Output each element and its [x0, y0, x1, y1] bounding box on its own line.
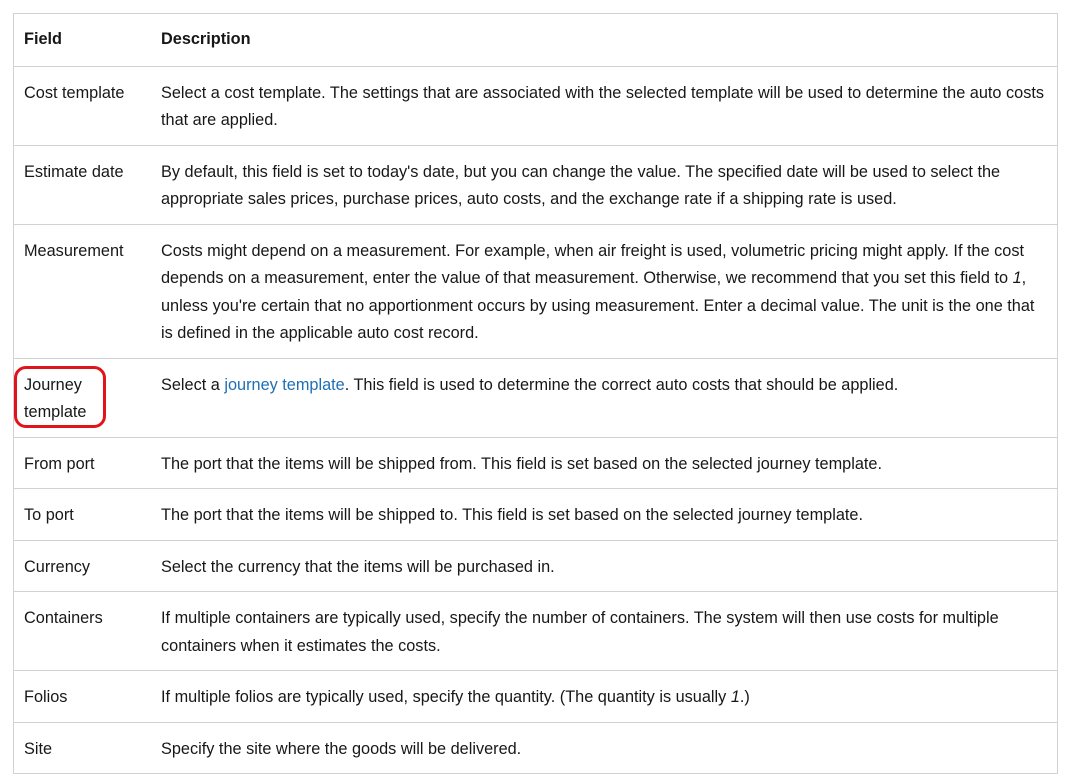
table-row-folios: [14, 671, 1057, 723]
description-text: . This field is used to determine the correct auto costs that should be applied.: [344, 375, 899, 394]
table-row-estimate-date: [14, 145, 1057, 224]
table-row-to-port: [14, 489, 1057, 541]
header-row: [14, 14, 1057, 66]
table-body: [14, 66, 1057, 773]
italic-value: 1: [730, 688, 740, 706]
field-cell: Cost template: [14, 66, 151, 145]
description-cell: Specify the site where the goods will be delivered.: [151, 722, 1057, 773]
description-cell: Select a cost template. The settings that are associated with the selected template will be used to determine the auto costs that are applied.: [151, 66, 1057, 145]
field-description-table-container: [13, 13, 1058, 774]
journey-template-link[interactable]: journey template: [224, 375, 345, 394]
field-cell: Measurement: [14, 224, 151, 358]
field-cell: Estimate date: [14, 145, 151, 224]
column-header-field: Field: [24, 30, 62, 48]
table-row-measurement: [14, 224, 1057, 358]
table-row-journey-template: [14, 358, 1057, 437]
table-header: [14, 14, 1057, 66]
table-row-currency: [14, 540, 1057, 592]
description-cell: The port that the items will be shipped to. This field is set based on the selected journey template.: [151, 489, 1057, 541]
description-text: If multiple folios are typically used, specify the quantity. (The quantity is usually: [161, 688, 731, 706]
description-cell: [151, 358, 1057, 437]
field-cell: From port: [14, 437, 151, 489]
field-cell: Containers: [14, 592, 151, 671]
table-row-from-port: [14, 437, 1057, 489]
description-cell: [151, 224, 1057, 358]
field-cell: Folios: [14, 671, 151, 723]
description-cell: If multiple containers are typically used, specify the number of containers. The system will then use costs for multiple containers when it estimates the costs.: [151, 592, 1057, 671]
description-text: Select a: [161, 375, 225, 394]
field-cell: Site: [14, 722, 151, 773]
field-description-table: [14, 14, 1057, 773]
description-text: Costs might depend on a measurement. For example, when air freight is used, volumetric pricing might apply. If the cost depends on a measurement, enter the value of that measurement. Otherwise, we recommend that you set this field to: [161, 241, 1025, 287]
description-cell: [151, 671, 1057, 723]
column-header-description: Description: [161, 30, 251, 48]
table-row-cost-template: [14, 66, 1057, 145]
description-cell: Select the currency that the items will be purchased in.: [151, 540, 1057, 592]
table-row-site: [14, 722, 1057, 773]
table-row-containers: [14, 592, 1057, 671]
italic-value: 1: [1012, 269, 1022, 287]
description-cell: The port that the items will be shipped from. This field is set based on the selected journey template.: [151, 437, 1057, 489]
description-text: , unless you're certain that no apportionment occurs by using measurement. Enter a decimal value. The unit is the one that is defined in the applicable auto cost record.: [161, 269, 1035, 342]
description-cell: By default, this field is set to today's date, but you can change the value. The specified date will be used to select the appropriate sales prices, purchase prices, auto costs, and the exchange rate if a shipping rate is used.: [151, 145, 1057, 224]
field-cell: Journey template: [14, 358, 151, 437]
field-cell: Currency: [14, 540, 151, 592]
field-cell: To port: [14, 489, 151, 541]
description-text: .): [739, 688, 750, 706]
